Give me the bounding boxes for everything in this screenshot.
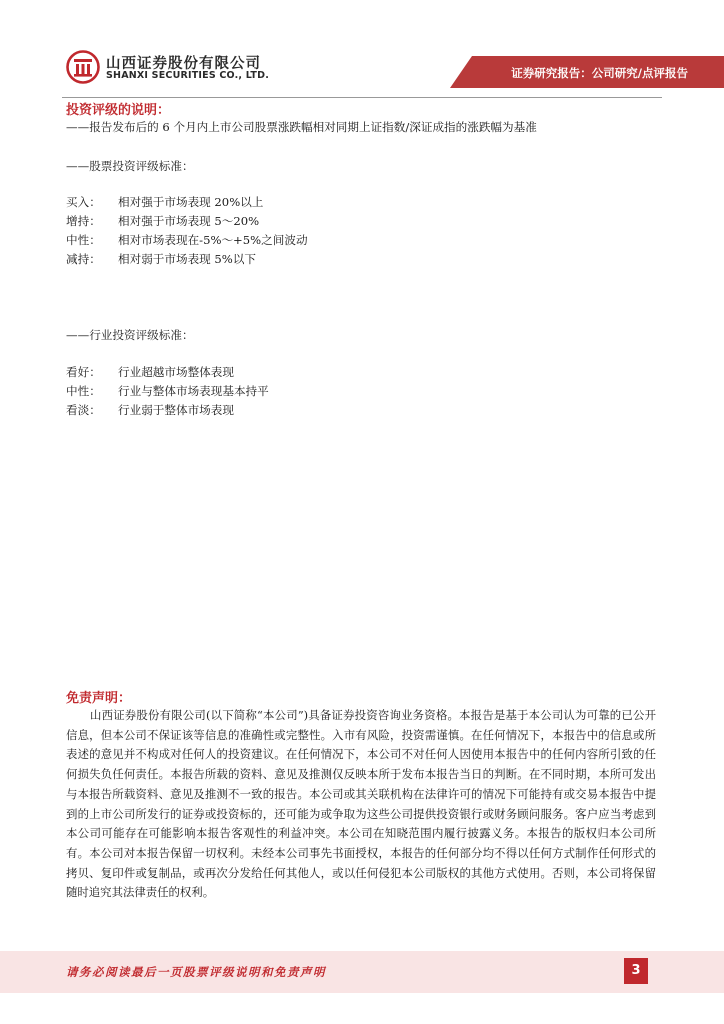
rating-label: 看淡：	[66, 403, 101, 417]
rating-label: 买入：	[66, 195, 101, 209]
rating-desc: 行业与整体市场表现基本持平	[118, 384, 269, 398]
industry-rating-row	[66, 364, 234, 380]
stock-rating-row	[66, 251, 256, 267]
rating-section-title: 投资评级的说明：	[66, 103, 171, 118]
header-divider	[62, 97, 662, 98]
disclaimer-text: 山西证券股份有限公司(以下简称“本公司”)具备证券投资咨询业务资格。本报告是基于本公司认为可靠的已公开信息，但本公司不保证该等信息的准确性或完整性。入市有风险，投资需谨慎。在任何情况下，本报告中的信息或所表述的意见并不构成对任何人的投资建议。在任何情况下，本公司不对任何人因使用本报告中的任何内容所引致的任何损失负任何责任。本报告所载的资料、意见及推测仅反映本所于发布本报告当日的判断。在不同时期，本所可发出与本报告所载资料、意见及推测不一致的报告。本公司或其关联机构在法律许可的情况下可能持有或交易本报告中提到的上市公司所发行的证券或投资标的，还可能为或争取为这些公司提供投资银行或财务顾问服务。客户应当考虑到本公司可能存在可能影响本报告客观性的利益冲突。本公司在知晓范围内履行披露义务。本报告的版权归本公司所有。本公司对本报告保留一切权利。未经本公司事先书面授权，本报告的任何部分均不得以任何方式制作任何形式的拷贝、复印件或复制品，或再次分发给任何其他人，或以任何侵犯本公司版权的其他方式使用。否则，本公司将保留随时追究其法律责任的权利。	[66, 708, 656, 900]
rating-basis: ——报告发布后的 6 个月内上市公司股票涨跌幅相对同期上证指数/深证成指的涨跌幅为基准	[66, 120, 537, 134]
disclaimer-title: 免责声明：	[66, 691, 132, 706]
stock-rating-row	[66, 194, 263, 210]
rating-label: 增持：	[66, 214, 101, 228]
footer-notice: 请务必阅读最后一页股票评级说明和免责声明	[66, 965, 326, 979]
industry-rating-row	[66, 383, 269, 399]
rating-label: 看好：	[66, 365, 101, 379]
rating-desc: 行业超越市场整体表现	[118, 365, 234, 379]
stock-rating-header: ——股票投资评级标准：	[66, 159, 194, 173]
company-name-cn: 山西证券股份有限公司	[106, 56, 261, 72]
stock-rating-row	[66, 232, 308, 248]
industry-rating-row	[66, 402, 234, 418]
industry-rating-header: ——行业投资评级标准：	[66, 328, 194, 342]
rating-desc: 相对强于市场表现 5～20%	[118, 214, 260, 228]
rating-desc: 行业弱于整体市场表现	[118, 403, 234, 417]
rating-desc: 相对弱于市场表现 5%以下	[118, 252, 257, 266]
stock-rating-row	[66, 213, 259, 229]
rating-label: 中性：	[66, 384, 101, 398]
company-name-en: SHANXI SECURITIES CO., LTD.	[106, 70, 270, 81]
page-number: 3	[624, 958, 648, 984]
rating-desc: 相对强于市场表现 20%以上	[118, 195, 264, 209]
rating-label: 减持：	[66, 252, 101, 266]
rating-desc: 相对市场表现在-5%～+5%之间波动	[118, 233, 308, 247]
company-logo-icon	[66, 50, 100, 84]
rating-label: 中性：	[66, 233, 101, 247]
report-type: 证券研究报告：公司研究/点评报告	[511, 66, 688, 80]
